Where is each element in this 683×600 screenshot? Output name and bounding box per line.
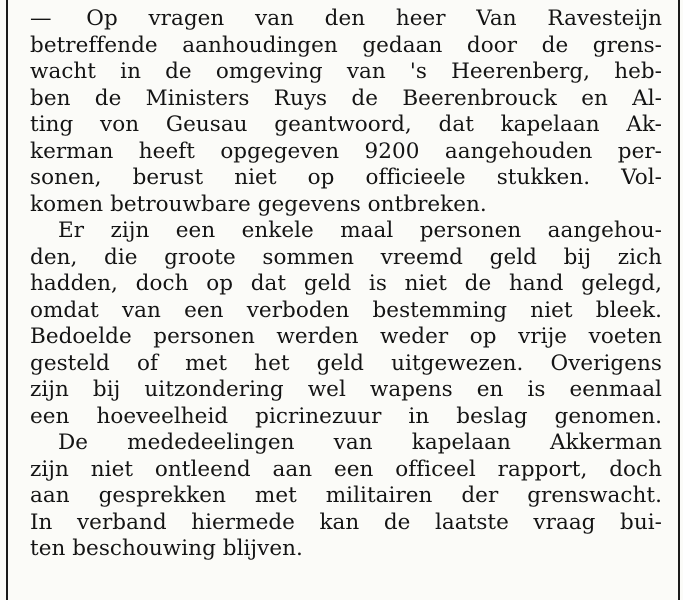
article-line: betreffende aanhoudingen gedaan door de grens- bbox=[30, 32, 662, 58]
article-line: ting von Geusau geantwoord, dat kapelaan Ak- bbox=[30, 112, 662, 137]
article-line: De mededeelingen van kapelaan Akkerman bbox=[58, 430, 662, 455]
article-line: ben de Ministers Ruys de Beerenbrouck en Al- bbox=[30, 85, 662, 111]
article-line: zijn bij uitzondering wel wapens en is eenmaal bbox=[30, 377, 662, 402]
article-line: Bedoelde personen werden weder op vrije voeten bbox=[30, 324, 662, 349]
article-paragraph-2 bbox=[30, 218, 662, 430]
article-line: den, die groote sommen vreemd geld bij zich bbox=[30, 244, 662, 270]
article-line bbox=[30, 6, 662, 33]
article-paragraph-3 bbox=[30, 430, 662, 563]
article-line: In verband hiermede kan de laatste vraag bui- bbox=[30, 509, 662, 535]
article-line: sonen, berust niet op officieele stukken. Vol- bbox=[30, 165, 662, 190]
article-line: Er zijn een enkele maal personen aangehou- bbox=[58, 218, 662, 243]
article-line: aan gesprekken met militairen der grenswacht. bbox=[30, 483, 662, 508]
left-column-rule bbox=[6, 0, 8, 600]
article-line: wacht in de omgeving van 's Heerenberg, heb- bbox=[30, 59, 662, 84]
article-line: kerman heeft opgegeven 9200 aangehouden per- bbox=[30, 138, 662, 164]
article-line: zijn niet ontleend aan een officeel rapport, doch bbox=[30, 456, 662, 482]
article-line: een hoeveelheid picrinezuur in beslag genomen. bbox=[30, 403, 662, 429]
article-line-text: Op vragen van den heer Van Ravesteijn bbox=[86, 6, 662, 31]
article-line: gesteld of met het geld uitgewezen. Overigens bbox=[30, 350, 662, 376]
article-paragraph-1 bbox=[30, 6, 662, 218]
right-column-rule bbox=[678, 0, 680, 600]
article-line: komen betrouwbare gegevens ontbreken. bbox=[30, 191, 487, 217]
article-line: ten beschouwing blijven. bbox=[30, 536, 303, 561]
lead-dash-mark: — bbox=[30, 6, 52, 31]
article-line: hadden, doch op dat geld is niet de hand gelegd, bbox=[30, 271, 662, 296]
article-body bbox=[30, 6, 662, 563]
article-line: omdat van een verboden bestemming niet bleek. bbox=[30, 297, 662, 323]
